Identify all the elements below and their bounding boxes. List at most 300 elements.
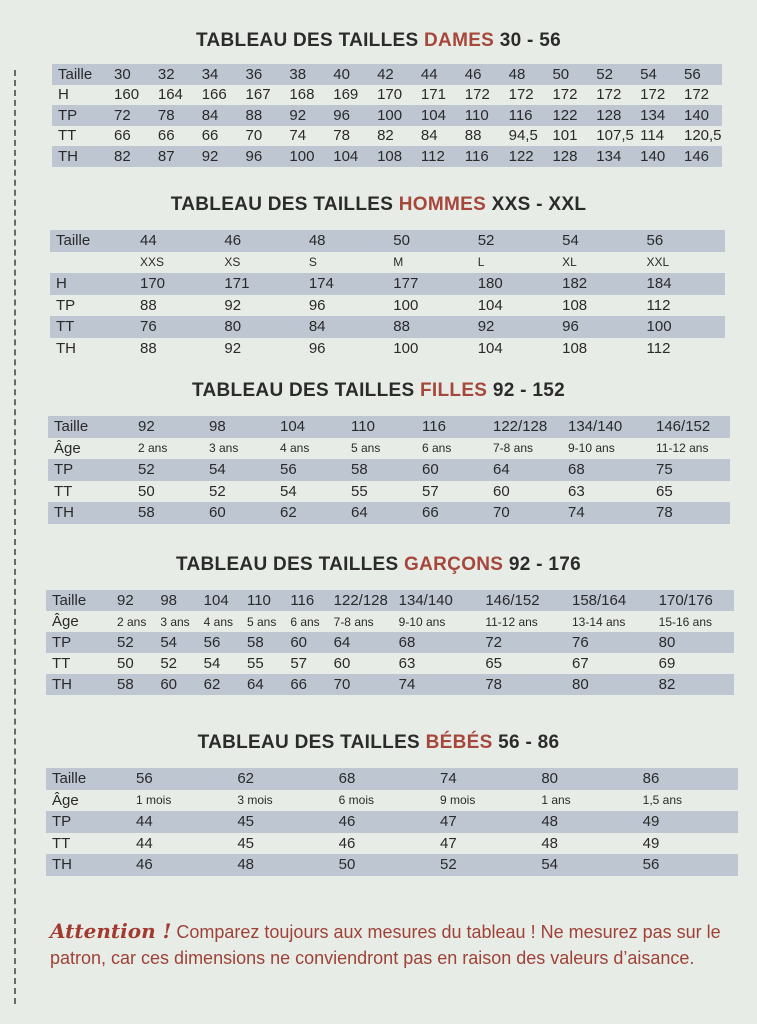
table-cell: 170	[134, 273, 218, 295]
table-cell: 64	[328, 632, 393, 653]
table-cell: 88	[140, 296, 157, 314]
table-cell: 64	[487, 459, 562, 481]
table-row	[50, 338, 725, 360]
section-title	[0, 730, 757, 756]
table-cell: 54	[280, 482, 297, 500]
table-cell: 56	[198, 632, 241, 653]
row-label: TH	[56, 339, 76, 357]
table-cell: 48	[503, 64, 547, 85]
table-cell: 164	[157, 86, 183, 104]
table-cell: 84	[420, 127, 438, 145]
row-label: TH	[48, 502, 132, 524]
table-cell: 100	[641, 316, 725, 338]
table-cell: 7-8 ans	[333, 614, 374, 629]
table-cell: 50	[333, 854, 434, 876]
row-label: Taille	[46, 768, 130, 790]
table-cell: 82	[377, 127, 394, 145]
table-cell: 42	[371, 64, 415, 85]
table-cell: 74	[434, 768, 535, 790]
section-title	[0, 192, 757, 218]
table-cell: 68	[333, 768, 434, 790]
attention-text: Comparez toujours aux mesures du tableau ! Ne mesurez pas sur le patron, car ces dimensions ne conviendront pas en raison des valeurs d’aisance.	[50, 922, 721, 968]
table-cell: 54	[154, 632, 197, 653]
table-cell: 56	[130, 768, 231, 790]
table-cell: 2 ans	[138, 441, 168, 456]
table-cell: 167	[245, 86, 271, 104]
table-cell: 110	[345, 416, 416, 438]
table-cell: 184	[641, 273, 725, 295]
table-cell: 56	[678, 64, 722, 85]
title-accent: FILLES	[420, 380, 488, 401]
table-row	[46, 833, 738, 855]
table-row	[46, 611, 734, 632]
table-cell: 66	[284, 674, 327, 695]
table-cell: 62	[198, 674, 241, 695]
table-row	[46, 790, 738, 812]
section-title	[0, 552, 757, 578]
section-title	[0, 378, 757, 404]
table-cell: 116	[459, 146, 503, 167]
table-cell: 44	[134, 230, 218, 252]
table-cell: 146	[678, 146, 722, 167]
table-cell: 55	[351, 482, 368, 500]
table-cell: 66	[416, 502, 487, 524]
table-cell: 100	[371, 105, 415, 126]
table-cell: 63	[398, 655, 416, 672]
title-accent: HOMMES	[398, 194, 487, 215]
table-cell: 96	[240, 146, 284, 167]
size-table-dames	[52, 64, 722, 167]
table-cell: 13-14 ans	[571, 614, 626, 629]
table-row	[50, 273, 725, 295]
table-row	[52, 64, 722, 85]
table-cell: 72	[108, 105, 152, 126]
table-cell: 172	[683, 86, 710, 104]
table-cell: 60	[416, 459, 487, 481]
table-cell: 58	[132, 502, 203, 524]
table-cell: 172	[552, 86, 578, 104]
table-cell: 52	[209, 482, 226, 500]
table-cell: 100	[393, 296, 419, 314]
table-cell: 6 ans	[422, 441, 452, 456]
table-cell: 56	[274, 459, 345, 481]
table-cell: XXL	[646, 255, 670, 270]
table-cell: 70	[487, 502, 562, 524]
table-cell: 170	[377, 86, 403, 104]
table-cell: 160	[114, 86, 140, 104]
table-cell: 4 ans	[280, 441, 310, 456]
table-cell: 38	[283, 64, 327, 85]
row-label: H	[50, 273, 134, 295]
table-cell: 48	[231, 854, 332, 876]
row-label: TH	[46, 674, 111, 695]
table-cell: 78	[479, 674, 566, 695]
table-row	[50, 230, 725, 252]
table-cell: 48	[303, 230, 387, 252]
table-cell: 112	[646, 339, 671, 357]
attention-note	[50, 918, 740, 971]
table-cell: XL	[562, 255, 577, 270]
table-row	[46, 674, 734, 695]
table-cell: 64	[241, 674, 284, 695]
table-cell: S	[308, 255, 317, 270]
table-cell: 134/140	[562, 416, 650, 438]
row-label: TT	[52, 655, 71, 672]
table-cell: 158/164	[566, 590, 653, 611]
table-row	[48, 438, 730, 460]
title-prefix: TABLEAU DES TAILLES	[192, 380, 421, 401]
table-cell: 80	[218, 316, 302, 338]
table-cell: 108	[371, 146, 415, 167]
table-row	[46, 811, 738, 833]
table-cell: 88	[464, 127, 482, 145]
table-cell: 56	[637, 854, 738, 876]
table-cell: 172	[464, 86, 490, 104]
table-cell: 54	[203, 655, 221, 672]
table-cell: 80	[566, 674, 653, 695]
table-cell: 110	[241, 590, 284, 611]
table-cell: 54	[203, 459, 274, 481]
size-table-filles	[48, 416, 730, 524]
section-bebes	[0, 730, 757, 874]
attention-word: Attention !	[50, 919, 172, 943]
table-cell: 92	[224, 339, 242, 357]
table-cell: 180	[472, 273, 556, 295]
table-row	[48, 502, 730, 524]
table-cell: 9 mois	[439, 793, 476, 808]
table-cell: 5 ans	[246, 614, 277, 629]
table-cell: 62	[274, 502, 345, 524]
table-cell: 74	[393, 674, 480, 695]
row-label: TP	[52, 105, 108, 126]
table-cell: 30	[108, 64, 152, 85]
table-cell: 104	[274, 416, 345, 438]
table-row	[50, 295, 725, 317]
size-table-bebes	[46, 768, 738, 876]
table-cell: 47	[434, 811, 535, 833]
title-suffix: 92 - 176	[503, 554, 581, 575]
table-cell: 54	[634, 64, 678, 85]
table-cell: 146/152	[479, 590, 566, 611]
row-label: TT	[50, 316, 134, 338]
table-cell: 100	[393, 339, 419, 357]
row-label: TT	[58, 127, 77, 145]
table-cell: 3 ans	[160, 614, 190, 629]
table-row	[48, 416, 730, 438]
table-cell: 146/152	[650, 416, 730, 438]
table-cell: 68	[562, 459, 650, 481]
table-cell: 70	[245, 127, 263, 145]
size-table-hommes	[50, 230, 725, 359]
table-cell: XXS	[140, 255, 165, 270]
table-cell: M	[393, 255, 404, 270]
table-cell: 171	[420, 86, 446, 104]
table-cell: 60	[333, 655, 351, 672]
table-cell: 44	[136, 834, 153, 852]
table-cell: 3 ans	[209, 441, 239, 456]
table-cell: 101	[552, 127, 578, 145]
table-cell: 134	[590, 146, 634, 167]
table-cell: 174	[303, 273, 387, 295]
table-cell: 104	[477, 296, 503, 314]
table-cell: 54	[535, 854, 636, 876]
table-cell: 84	[303, 316, 387, 338]
section-title	[0, 28, 757, 54]
table-cell: 80	[653, 632, 734, 653]
table-cell: 46	[333, 811, 434, 833]
table-cell: 78	[650, 502, 730, 524]
table-cell: 74	[289, 127, 307, 145]
title-prefix: TABLEAU DES TAILLES	[170, 194, 399, 215]
table-cell: 52	[132, 459, 203, 481]
row-label	[50, 252, 134, 274]
table-row	[46, 768, 738, 790]
table-cell: 49	[637, 811, 738, 833]
table-cell: 108	[562, 296, 588, 314]
table-row	[46, 854, 738, 876]
table-cell: 78	[333, 127, 350, 145]
table-cell: 67	[571, 655, 589, 672]
table-cell: 52	[160, 655, 178, 672]
table-cell: 44	[130, 811, 231, 833]
table-row	[50, 316, 725, 338]
table-cell: 52	[590, 64, 634, 85]
table-cell: 66	[114, 127, 131, 145]
table-cell: 88	[240, 105, 284, 126]
table-row	[46, 590, 734, 611]
table-cell: 172	[640, 86, 666, 104]
table-cell: 50	[117, 655, 134, 672]
table-cell: 94,5	[508, 127, 538, 145]
title-suffix: 30 - 56	[494, 30, 561, 51]
table-cell: 58	[345, 459, 416, 481]
row-label: Taille	[46, 590, 111, 611]
row-label: TP	[46, 632, 111, 653]
table-row	[52, 105, 722, 126]
table-cell: 65	[656, 482, 673, 500]
table-cell: 1,5 ans	[642, 793, 683, 808]
table-cell: 87	[152, 146, 196, 167]
table-cell: 96	[308, 296, 326, 314]
table-cell: 48	[541, 834, 558, 852]
title-accent: GARÇONS	[404, 554, 504, 575]
table-cell: 96	[327, 105, 371, 126]
table-cell: 65	[485, 655, 502, 672]
table-cell: 1 ans	[541, 793, 571, 808]
table-cell: 58	[111, 674, 154, 695]
table-cell: 166	[201, 86, 227, 104]
table-cell: 2 ans	[117, 614, 147, 629]
table-cell: 92	[283, 105, 327, 126]
table-cell: 46	[218, 230, 302, 252]
table-cell: 88	[140, 339, 157, 357]
table-cell: 92	[472, 316, 556, 338]
row-label: Taille	[50, 230, 134, 252]
table-cell: 169	[333, 86, 359, 104]
table-cell: 15-16 ans	[658, 614, 713, 629]
table-cell: 104	[198, 590, 241, 611]
table-cell: 112	[415, 146, 459, 167]
table-cell: 54	[556, 230, 640, 252]
table-cell: 6 ans	[290, 614, 320, 629]
row-label: Taille	[48, 416, 132, 438]
table-cell: 120,5	[683, 127, 722, 145]
table-cell: 112	[646, 296, 671, 314]
table-cell: 134/140	[393, 590, 480, 611]
table-cell: 34	[196, 64, 240, 85]
row-label: TT	[54, 482, 73, 500]
row-label: TH	[52, 146, 108, 167]
table-cell: 60	[203, 502, 274, 524]
table-cell: 1 mois	[136, 793, 172, 808]
table-cell: 80	[535, 768, 636, 790]
title-prefix: TABLEAU DES TAILLES	[196, 30, 425, 51]
table-cell: 45	[231, 811, 332, 833]
table-row	[48, 481, 730, 503]
table-cell: 104	[415, 105, 459, 126]
table-cell: 58	[241, 632, 284, 653]
table-cell: 36	[240, 64, 284, 85]
table-cell: 45	[237, 834, 255, 852]
table-cell: 62	[231, 768, 332, 790]
table-cell: 44	[415, 64, 459, 85]
table-cell: 86	[637, 768, 738, 790]
table-cell: 69	[658, 655, 676, 672]
table-cell: 50	[546, 64, 590, 85]
row-label: TT	[52, 834, 71, 852]
title-prefix: TABLEAU DES TAILLES	[197, 732, 426, 753]
table-cell: 116	[416, 416, 487, 438]
table-cell: 46	[459, 64, 503, 85]
size-table-garcons	[46, 590, 734, 695]
table-cell: 63	[568, 482, 585, 500]
table-cell: 11-12 ans	[485, 614, 538, 629]
table-cell: 72	[479, 632, 566, 653]
table-cell: 50	[387, 230, 471, 252]
row-label: Âge	[54, 439, 81, 457]
row-label: Taille	[52, 64, 108, 85]
table-cell: 177	[387, 273, 471, 295]
table-cell: 7-8 ans	[493, 441, 534, 456]
title-accent: BÉBÉS	[425, 732, 493, 753]
table-cell: 68	[393, 632, 480, 653]
table-row	[52, 85, 722, 106]
table-cell: 66	[201, 127, 219, 145]
title-suffix: 92 - 152	[487, 380, 565, 401]
table-cell: 64	[345, 502, 416, 524]
table-row	[48, 459, 730, 481]
table-cell: 92	[224, 296, 242, 314]
table-cell: 182	[556, 273, 640, 295]
table-cell: 66	[157, 127, 175, 145]
table-cell: 6 mois	[338, 793, 374, 808]
table-cell: 171	[218, 273, 302, 295]
table-cell: 56	[641, 230, 725, 252]
table-cell: 116	[284, 590, 327, 611]
table-row	[46, 653, 734, 674]
table-cell: 75	[650, 459, 730, 481]
section-filles	[0, 378, 757, 522]
row-label: Âge	[52, 613, 79, 630]
row-label: TP	[46, 811, 130, 833]
section-hommes	[0, 192, 757, 357]
table-row	[50, 252, 725, 274]
table-cell: 108	[562, 339, 588, 357]
table-cell: 170/176	[653, 590, 734, 611]
table-cell: 104	[327, 146, 371, 167]
table-row	[52, 126, 722, 147]
table-cell: 134	[634, 105, 678, 126]
table-row	[52, 146, 722, 167]
title-accent: DAMES	[424, 30, 495, 51]
table-cell: 114	[640, 127, 665, 145]
table-cell: 57	[422, 482, 439, 500]
table-cell: 140	[634, 146, 678, 167]
table-cell: 46	[338, 834, 356, 852]
row-label: TH	[46, 854, 130, 876]
table-cell: XS	[224, 255, 241, 270]
table-cell: 76	[566, 632, 653, 653]
table-cell: 122	[503, 146, 547, 167]
table-cell: 168	[289, 86, 315, 104]
table-cell: 122/128	[487, 416, 562, 438]
table-cell: 11-12 ans	[656, 441, 709, 456]
title-suffix: XXS - XXL	[486, 194, 587, 215]
table-cell: 84	[196, 105, 240, 126]
table-cell: 60	[493, 482, 510, 500]
table-cell: 3 mois	[237, 793, 273, 808]
table-row	[46, 632, 734, 653]
table-cell: 52	[472, 230, 556, 252]
table-cell: 60	[154, 674, 197, 695]
table-cell: 92	[132, 416, 203, 438]
table-cell: 122	[546, 105, 590, 126]
table-cell: 122/128	[328, 590, 393, 611]
table-cell: 96	[556, 316, 640, 338]
table-cell: 92	[196, 146, 240, 167]
table-cell: 92	[111, 590, 154, 611]
table-cell: 47	[439, 834, 457, 852]
table-cell: 104	[477, 339, 503, 357]
table-cell: 78	[152, 105, 196, 126]
table-cell: 82	[108, 146, 152, 167]
table-cell: 52	[111, 632, 154, 653]
title-prefix: TABLEAU DES TAILLES	[176, 554, 405, 575]
table-cell: 110	[459, 105, 503, 126]
table-cell: 57	[290, 655, 307, 672]
table-cell: 98	[154, 590, 197, 611]
section-garcons	[0, 552, 757, 693]
table-cell: 49	[642, 834, 660, 852]
table-cell: 32	[152, 64, 196, 85]
table-cell: 172	[508, 86, 534, 104]
table-cell: 9-10 ans	[398, 614, 446, 629]
table-cell: 96	[308, 339, 326, 357]
table-cell: 100	[283, 146, 327, 167]
table-cell: 9-10 ans	[568, 441, 615, 456]
table-cell: 70	[328, 674, 393, 695]
table-cell: L	[477, 255, 485, 270]
section-dames	[0, 28, 757, 165]
table-cell: 128	[546, 146, 590, 167]
table-cell: 48	[535, 811, 636, 833]
row-label: TP	[48, 459, 132, 481]
table-cell: 50	[138, 482, 155, 500]
table-cell: 82	[653, 674, 734, 695]
table-cell: 40	[327, 64, 371, 85]
table-cell: 172	[596, 86, 622, 104]
row-label: Âge	[52, 791, 79, 809]
